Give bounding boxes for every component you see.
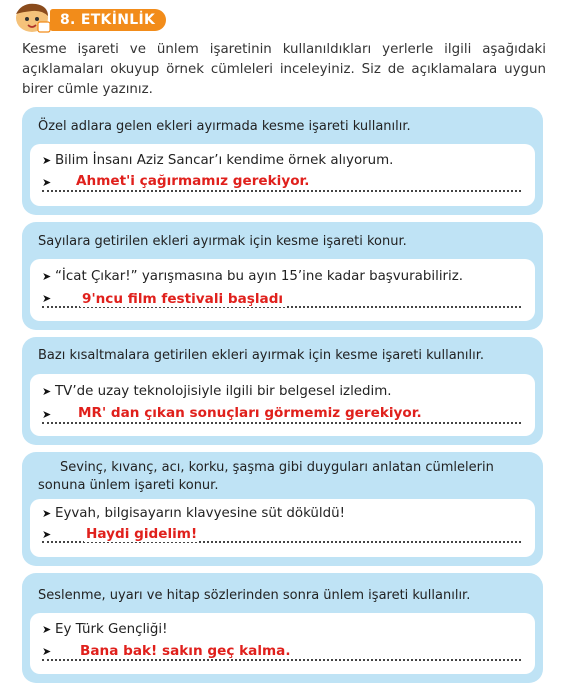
example-sentence: ➤ Bilim İnsanı Aziz Sancar’ı kendime örnek alıyorum. [42, 153, 394, 168]
answer-dotted-line [42, 190, 521, 192]
example-box [30, 374, 535, 436]
rule-text: Sayılara getirilen ekleri ayırmak için kesme işareti konur. [38, 234, 407, 249]
student-answer[interactable]: Haydi gidelim! [86, 526, 198, 542]
student-answer[interactable]: 9'ncu film festivali başladı [82, 291, 284, 307]
rule-card-4 [22, 452, 543, 566]
arrow-bullet-icon: ➤ [42, 528, 52, 541]
arrow-bullet-icon: ➤ [42, 385, 52, 398]
arrow-bullet-icon: ➤ [42, 623, 52, 636]
arrow-bullet-icon: ➤ [42, 408, 52, 421]
student-answer[interactable]: Ahmet'i çağırmamız gerekiyor. [76, 173, 310, 189]
student-answer[interactable]: Bana bak! sakın geç kalma. [80, 643, 291, 659]
rule-text: Seslenme, uyarı ve hitap sözlerinden sonra ünlem işareti kullanılır. [38, 588, 471, 603]
example-box [30, 144, 535, 206]
rule-card-1 [22, 107, 543, 215]
mascot-icon [8, 2, 52, 34]
intro-paragraph: Kesme işareti ve ünlem işaretinin kullanıldıkları yerlerle ilgili aşağıdaki açıklamaları okuyup örnek cümleleri inceleyiniz. Siz de açıklamalara uygun birer cümle yazınız. [22, 42, 546, 97]
example-sentence: ➤ TV’de uzay teknolojisiyle ilgili bir belgesel izledim. [42, 384, 392, 399]
rule-card-3 [22, 337, 543, 445]
example-box [30, 259, 535, 321]
rule-text: Özel adlara gelen ekleri ayırmada kesme işareti kullanılır. [38, 119, 411, 134]
example-box [30, 499, 535, 557]
example-sentence: ➤ Eyvah, bilgisayarın klavyesine süt döküldü! [42, 506, 345, 521]
arrow-bullet-icon: ➤ [42, 154, 52, 167]
answer-dotted-line [42, 659, 521, 661]
arrow-bullet-icon: ➤ [42, 270, 52, 283]
rule-card-2 [22, 222, 543, 330]
arrow-bullet-icon: ➤ [42, 292, 52, 305]
answer-dotted-line [42, 422, 521, 424]
rule-text: Sevinç, kıvanç, acı, korku, şaşma gibi duyguları anlatan cümlelerin sonuna ünlem işareti konur. [38, 460, 494, 493]
example-box [30, 613, 535, 674]
activity-title-banner: 8. ETKİNLİK [50, 9, 166, 31]
example-sentence: ➤ “İcat Çıkar!” yarışmasına bu ayın 15’ine kadar başvurabiliriz. [42, 269, 464, 284]
rule-card-5 [22, 573, 543, 683]
example-sentence: ➤ Ey Türk Gençliği! [42, 622, 168, 637]
rule-text: Bazı kısaltmalara getirilen ekleri ayırmak için kesme işareti kullanılır. [38, 348, 485, 363]
arrow-bullet-icon: ➤ [42, 645, 52, 658]
activity-header [6, 2, 206, 36]
arrow-bullet-icon: ➤ [42, 507, 52, 520]
student-answer[interactable]: MR' dan çıkan sonuçları görmemiz gerekiyor. [78, 405, 422, 421]
arrow-bullet-icon: ➤ [42, 176, 52, 189]
